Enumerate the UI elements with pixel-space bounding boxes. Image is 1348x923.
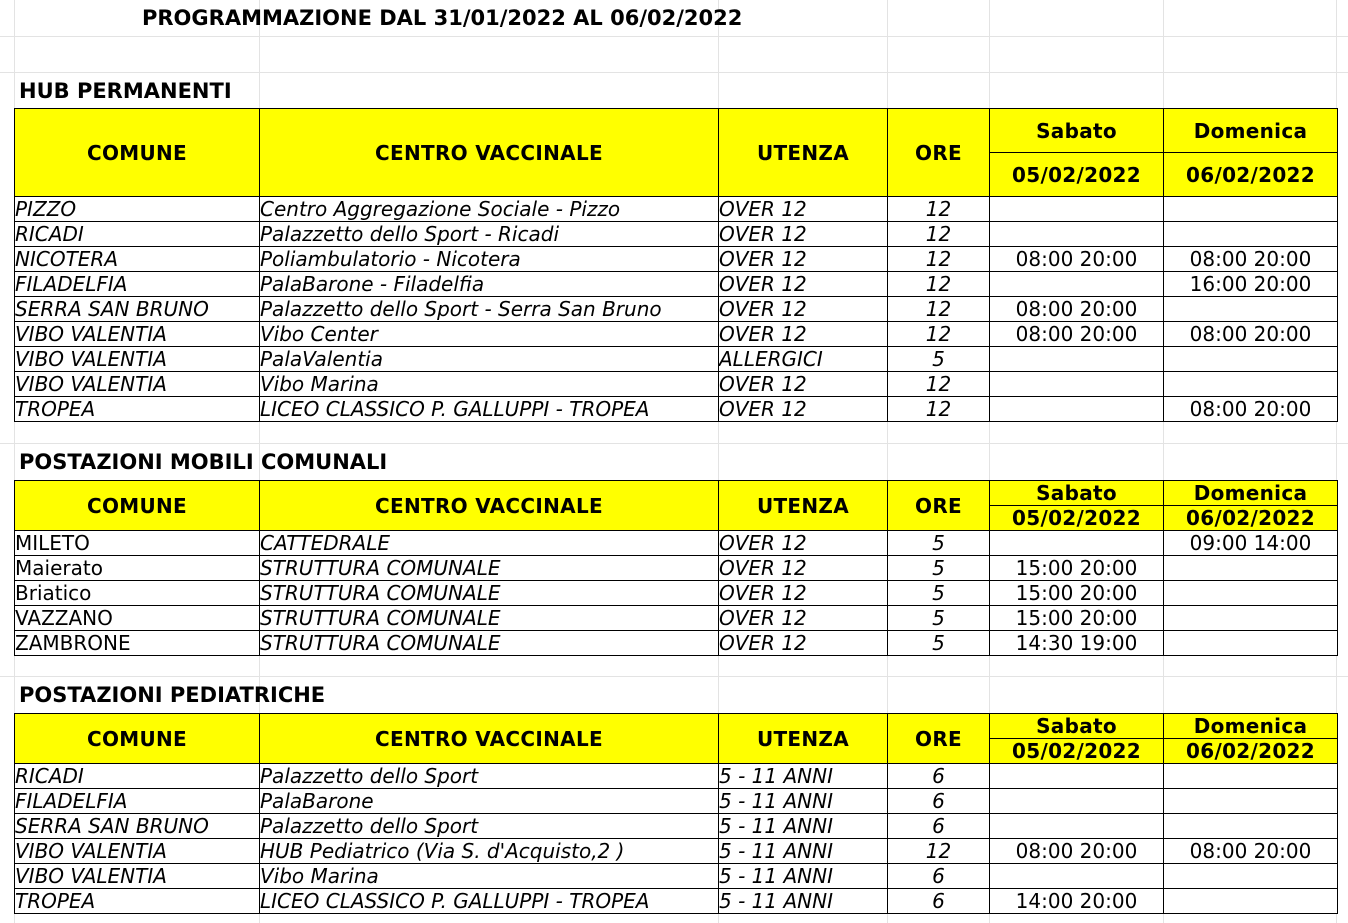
table-row	[15, 889, 1338, 914]
header-centro: CENTRO VACCINALE	[260, 109, 719, 197]
gridline	[0, 36, 1348, 37]
cell-sabato-orario[interactable]: 14:30 19:00	[990, 631, 1164, 656]
cell-domenica-orario[interactable]	[1164, 789, 1338, 814]
cell-domenica-orario[interactable]	[1164, 297, 1338, 322]
gridline	[0, 72, 1348, 73]
cell-centro-vaccinale[interactable]: HUB Pediatrico (Via S. d'Acquisto,2 )	[260, 839, 719, 864]
cell-sabato-orario[interactable]	[990, 222, 1164, 247]
header-centro: CENTRO VACCINALE	[260, 481, 719, 531]
cell-domenica-orario[interactable]	[1164, 814, 1338, 839]
cell-sabato-orario[interactable]	[990, 764, 1164, 789]
page-title: PROGRAMMAZIONE DAL 31/01/2022 AL 06/02/2022	[142, 6, 743, 30]
table-row	[15, 197, 1338, 222]
cell-comune[interactable]: ZAMBRONE	[15, 631, 260, 656]
cell-domenica-orario[interactable]	[1164, 372, 1338, 397]
table-row	[15, 839, 1338, 864]
cell-domenica-orario[interactable]	[1164, 606, 1338, 631]
cell-domenica-orario[interactable]	[1164, 864, 1338, 889]
cell-comune[interactable]: MILETO	[15, 531, 260, 556]
header-utenza: UTENZA	[719, 714, 888, 764]
cell-comune[interactable]: NICOTERA	[15, 247, 260, 272]
cell-centro-vaccinale[interactable]: Vibo Marina	[260, 864, 719, 889]
header-domenica-date: 06/02/2022	[1164, 506, 1338, 531]
section-title-hub: HUB PERMANENTI	[19, 79, 232, 103]
section-title-mobili: POSTAZIONI MOBILI COMUNALI	[19, 450, 388, 474]
cell-sabato-orario[interactable]: 08:00 20:00	[990, 839, 1164, 864]
table-row	[15, 247, 1338, 272]
table-row	[15, 764, 1338, 789]
header-sabato: Sabato	[990, 481, 1164, 506]
cell-ore[interactable]: 6	[888, 864, 990, 889]
cell-comune[interactable]: VIBO VALENTIA	[15, 372, 260, 397]
header-ore: ORE	[888, 481, 990, 531]
postazioni-mobili-table	[14, 480, 1338, 656]
cell-utenza[interactable]: 5 - 11 ANNI	[719, 839, 888, 864]
hub-permanenti-table	[14, 108, 1338, 422]
cell-ore[interactable]: 6	[888, 814, 990, 839]
cell-utenza[interactable]: 5 - 11 ANNI	[719, 814, 888, 839]
cell-sabato-orario[interactable]: 15:00 20:00	[990, 581, 1164, 606]
table-row	[15, 222, 1338, 247]
cell-sabato-orario[interactable]	[990, 789, 1164, 814]
gridline	[0, 676, 1348, 677]
header-utenza: UTENZA	[719, 481, 888, 531]
cell-centro-vaccinale[interactable]: STRUTTURA COMUNALE	[260, 631, 719, 656]
cell-ore[interactable]: 12	[888, 297, 990, 322]
cell-comune[interactable]: VIBO VALENTIA	[15, 322, 260, 347]
cell-ore[interactable]: 12	[888, 839, 990, 864]
cell-utenza[interactable]: OVER 12	[719, 322, 888, 347]
cell-sabato-orario[interactable]	[990, 864, 1164, 889]
header-comune: COMUNE	[15, 481, 260, 531]
header-ore: ORE	[888, 109, 990, 197]
cell-utenza[interactable]: OVER 12	[719, 247, 888, 272]
cell-utenza[interactable]: ALLERGICI	[719, 347, 888, 372]
cell-ore[interactable]: 12	[888, 322, 990, 347]
cell-comune[interactable]: RICADI	[15, 222, 260, 247]
cell-utenza[interactable]: OVER 12	[719, 606, 888, 631]
cell-sabato-orario[interactable]: 08:00 20:00	[990, 247, 1164, 272]
table-row	[15, 372, 1338, 397]
cell-ore[interactable]: 5	[888, 531, 990, 556]
cell-utenza[interactable]: 5 - 11 ANNI	[719, 889, 888, 914]
table-row	[15, 397, 1338, 422]
cell-utenza[interactable]: OVER 12	[719, 222, 888, 247]
cell-utenza[interactable]: 5 - 11 ANNI	[719, 864, 888, 889]
cell-comune[interactable]: VIBO VALENTIA	[15, 864, 260, 889]
cell-domenica-orario[interactable]	[1164, 347, 1338, 372]
cell-utenza[interactable]: OVER 12	[719, 531, 888, 556]
cell-ore[interactable]: 5	[888, 556, 990, 581]
cell-centro-vaccinale[interactable]: LICEO CLASSICO P. GALLUPPI - TROPEA	[260, 397, 719, 422]
cell-comune[interactable]: Maierato	[15, 556, 260, 581]
cell-domenica-orario[interactable]: 08:00 20:00	[1164, 322, 1338, 347]
cell-centro-vaccinale[interactable]: Palazzetto dello Sport - Serra San Bruno	[260, 297, 719, 322]
cell-centro-vaccinale[interactable]: Palazzetto dello Sport - Ricadi	[260, 222, 719, 247]
cell-domenica-orario[interactable]: 09:00 14:00	[1164, 531, 1338, 556]
header-domenica: Domenica	[1164, 481, 1338, 506]
cell-ore[interactable]: 6	[888, 789, 990, 814]
header-domenica: Domenica	[1164, 714, 1338, 739]
postazioni-pediatriche-table	[14, 713, 1338, 914]
cell-utenza[interactable]: OVER 12	[719, 631, 888, 656]
table-row	[15, 556, 1338, 581]
cell-ore[interactable]: 5	[888, 631, 990, 656]
cell-comune[interactable]: TROPEA	[15, 889, 260, 914]
cell-ore[interactable]: 12	[888, 397, 990, 422]
header-centro: CENTRO VACCINALE	[260, 714, 719, 764]
cell-comune[interactable]: PIZZO	[15, 197, 260, 222]
cell-ore[interactable]: 12	[888, 247, 990, 272]
cell-ore[interactable]: 6	[888, 764, 990, 789]
cell-ore[interactable]: 6	[888, 889, 990, 914]
cell-sabato-orario[interactable]: 08:00 20:00	[990, 322, 1164, 347]
cell-comune[interactable]: VAZZANO	[15, 606, 260, 631]
table-row	[15, 297, 1338, 322]
cell-centro-vaccinale[interactable]: Vibo Marina	[260, 372, 719, 397]
table-row	[15, 531, 1338, 556]
cell-centro-vaccinale[interactable]: STRUTTURA COMUNALE	[260, 556, 719, 581]
cell-domenica-orario[interactable]: 08:00 20:00	[1164, 397, 1338, 422]
cell-comune[interactable]: VIBO VALENTIA	[15, 839, 260, 864]
section-title-pediatriche: POSTAZIONI PEDIATRICHE	[19, 683, 326, 707]
header-domenica-date: 06/02/2022	[1164, 739, 1338, 764]
cell-utenza[interactable]: 5 - 11 ANNI	[719, 789, 888, 814]
gridline	[0, 443, 1348, 444]
cell-ore[interactable]: 12	[888, 272, 990, 297]
cell-domenica-orario[interactable]	[1164, 556, 1338, 581]
table-row	[15, 864, 1338, 889]
table-row	[15, 789, 1338, 814]
cell-ore[interactable]: 12	[888, 197, 990, 222]
header-ore: ORE	[888, 714, 990, 764]
cell-utenza[interactable]: OVER 12	[719, 556, 888, 581]
cell-sabato-orario[interactable]	[990, 531, 1164, 556]
header-sabato-date: 05/02/2022	[990, 506, 1164, 531]
cell-utenza[interactable]: OVER 12	[719, 272, 888, 297]
cell-domenica-orario[interactable]	[1164, 222, 1338, 247]
cell-centro-vaccinale[interactable]: Palazzetto dello Sport	[260, 814, 719, 839]
cell-domenica-orario[interactable]	[1164, 764, 1338, 789]
header-sabato-date: 05/02/2022	[990, 153, 1164, 197]
cell-centro-vaccinale[interactable]: PalaValentia	[260, 347, 719, 372]
table-row	[15, 322, 1338, 347]
cell-sabato-orario[interactable]: 15:00 20:00	[990, 606, 1164, 631]
cell-centro-vaccinale[interactable]: STRUTTURA COMUNALE	[260, 581, 719, 606]
header-sabato: Sabato	[990, 714, 1164, 739]
cell-utenza[interactable]: OVER 12	[719, 397, 888, 422]
table-row	[15, 814, 1338, 839]
table-row	[15, 606, 1338, 631]
cell-domenica-orario[interactable]: 08:00 20:00	[1164, 839, 1338, 864]
cell-ore[interactable]: 5	[888, 606, 990, 631]
cell-ore[interactable]: 5	[888, 581, 990, 606]
cell-comune[interactable]: SERRA SAN BRUNO	[15, 814, 260, 839]
cell-sabato-orario[interactable]	[990, 814, 1164, 839]
cell-centro-vaccinale[interactable]: PalaBarone	[260, 789, 719, 814]
cell-centro-vaccinale[interactable]: Centro Aggregazione Sociale - Pizzo	[260, 197, 719, 222]
header-utenza: UTENZA	[719, 109, 888, 197]
header-sabato-date: 05/02/2022	[990, 739, 1164, 764]
cell-domenica-orario[interactable]	[1164, 631, 1338, 656]
cell-domenica-orario[interactable]: 08:00 20:00	[1164, 247, 1338, 272]
cell-domenica-orario[interactable]	[1164, 581, 1338, 606]
cell-sabato-orario[interactable]	[990, 372, 1164, 397]
cell-domenica-orario[interactable]: 16:00 20:00	[1164, 272, 1338, 297]
cell-comune[interactable]: RICADI	[15, 764, 260, 789]
cell-domenica-orario[interactable]	[1164, 197, 1338, 222]
cell-utenza[interactable]: OVER 12	[719, 372, 888, 397]
cell-sabato-orario[interactable]	[990, 197, 1164, 222]
cell-sabato-orario[interactable]: 08:00 20:00	[990, 297, 1164, 322]
cell-sabato-orario[interactable]	[990, 397, 1164, 422]
cell-ore[interactable]: 12	[888, 222, 990, 247]
cell-sabato-orario[interactable]: 15:00 20:00	[990, 556, 1164, 581]
cell-centro-vaccinale[interactable]: CATTEDRALE	[260, 531, 719, 556]
cell-comune[interactable]: FILADELFIA	[15, 789, 260, 814]
header-domenica-date: 06/02/2022	[1164, 153, 1338, 197]
cell-centro-vaccinale[interactable]: Vibo Center	[260, 322, 719, 347]
cell-sabato-orario[interactable]	[990, 347, 1164, 372]
cell-centro-vaccinale[interactable]: Poliambulatorio - Nicotera	[260, 247, 719, 272]
cell-utenza[interactable]: OVER 12	[719, 197, 888, 222]
cell-domenica-orario[interactable]	[1164, 889, 1338, 914]
cell-centro-vaccinale[interactable]: Palazzetto dello Sport	[260, 764, 719, 789]
cell-comune[interactable]: SERRA SAN BRUNO	[15, 297, 260, 322]
cell-comune[interactable]: Briatico	[15, 581, 260, 606]
cell-centro-vaccinale[interactable]: PalaBarone - Filadelfia	[260, 272, 719, 297]
cell-sabato-orario[interactable]	[990, 272, 1164, 297]
header-comune: COMUNE	[15, 714, 260, 764]
table-row	[15, 631, 1338, 656]
cell-centro-vaccinale[interactable]: LICEO CLASSICO P. GALLUPPI - TROPEA	[260, 889, 719, 914]
table-row	[15, 581, 1338, 606]
cell-ore[interactable]: 12	[888, 372, 990, 397]
cell-comune[interactable]: VIBO VALENTIA	[15, 347, 260, 372]
cell-utenza[interactable]: OVER 12	[719, 581, 888, 606]
table-row	[15, 272, 1338, 297]
cell-ore[interactable]: 5	[888, 347, 990, 372]
header-comune: COMUNE	[15, 109, 260, 197]
table-row	[15, 347, 1338, 372]
cell-comune[interactable]: FILADELFIA	[15, 272, 260, 297]
header-sabato: Sabato	[990, 109, 1164, 153]
cell-comune[interactable]: TROPEA	[15, 397, 260, 422]
cell-utenza[interactable]: OVER 12	[719, 297, 888, 322]
cell-utenza[interactable]: 5 - 11 ANNI	[719, 764, 888, 789]
cell-sabato-orario[interactable]: 14:00 20:00	[990, 889, 1164, 914]
cell-centro-vaccinale[interactable]: STRUTTURA COMUNALE	[260, 606, 719, 631]
header-domenica: Domenica	[1164, 109, 1338, 153]
